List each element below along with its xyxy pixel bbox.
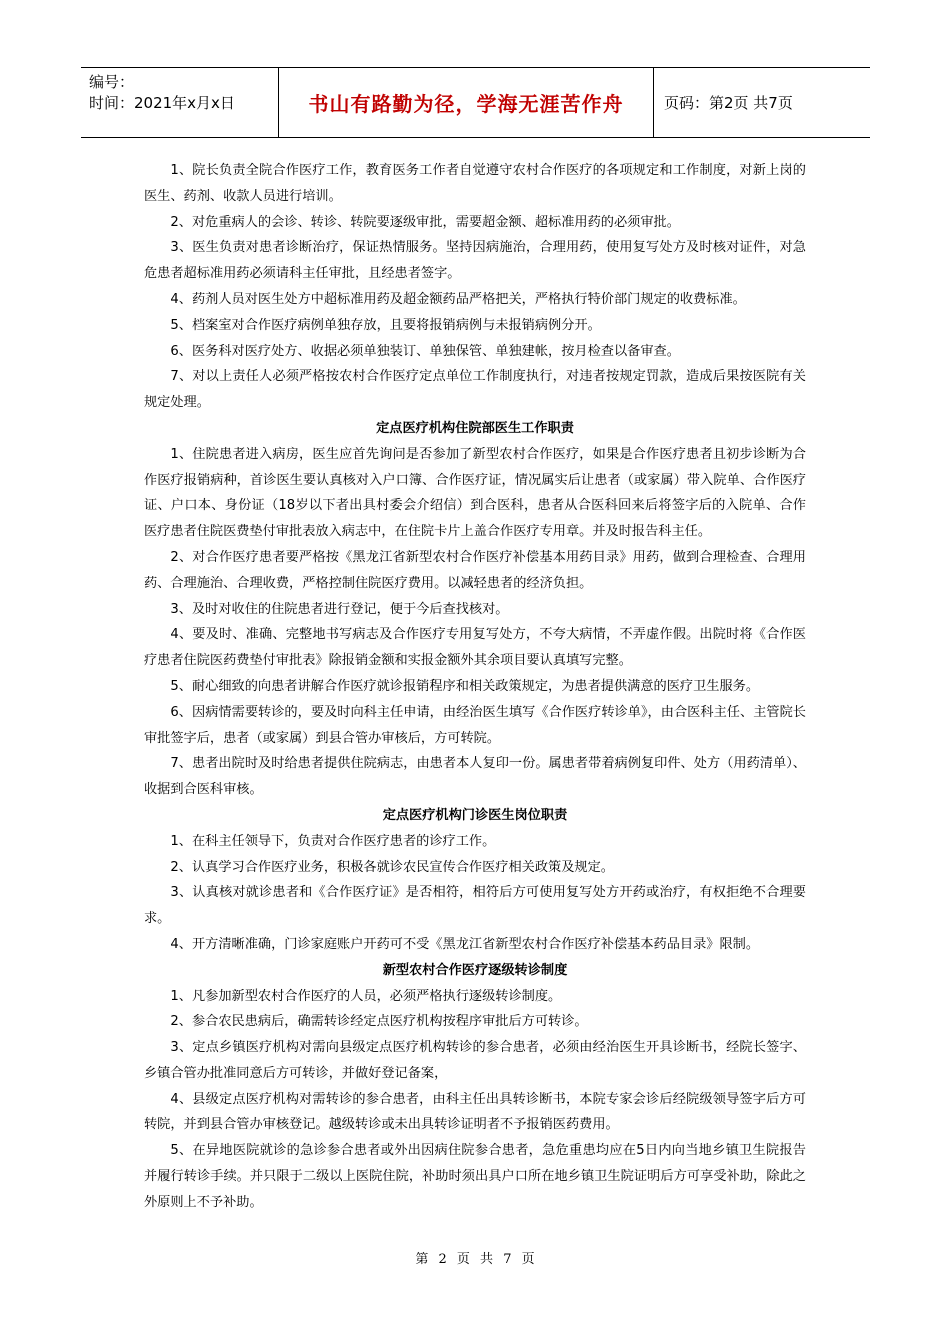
paragraph: 4、县级定点医疗机构对需转诊的参合患者，由科主任出具转诊断书，本院专家会诊后经院级领导签字后方可转院，并到县合管办审核登记。越级转诊或未出具转诊证明者不予报销医药费用。 <box>144 1091 806 1133</box>
page-footer: 第 2 页 共 7 页 <box>415 1252 535 1267</box>
paragraph: 1、凡参加新型农村合作医疗的人员，必须严格执行逐级转诊制度。 <box>170 988 562 1004</box>
paragraph: 5、档案室对合作医疗病例单独存放，且要将报销病例与未报销病例分开。 <box>170 317 601 333</box>
page-header <box>81 67 870 138</box>
intro-section <box>144 158 806 416</box>
paragraph: 1、在科主任领导下，负责对合作医疗患者的诊疗工作。 <box>170 833 496 849</box>
header-page-number: 页码：第2页 共7页 <box>664 94 793 112</box>
paragraph: 4、药剂人员对医生处方中超标准用药及超金额药品严格把关，严格执行特价部门规定的收费标准。 <box>170 291 746 307</box>
section-title: 定点医疗机构门诊医生岗位职责 <box>382 807 568 823</box>
paragraph: 6、因病情需要转诊的，要及时向科主任申请，由经治医生填写《合作医疗转诊单》，由合医科主任、主管院长审批签字后，患者（或家属）到县合管办审核后，方可转院。 <box>144 704 806 746</box>
header-meta <box>81 68 279 137</box>
paragraph: 4、开方清晰准确，门诊家庭账户开药可不受《黑龙江省新型农村合作医疗补偿基本药品目录》限制。 <box>170 936 760 952</box>
paragraph: 2、认真学习合作医疗业务，积极各就诊农民宣传合作医疗相关政策及规定。 <box>170 859 614 875</box>
section-title: 定点医疗机构住院部医生工作职责 <box>376 420 574 436</box>
header-motto: 书山有路勤为径，学海无涯苦作舟 <box>279 68 654 137</box>
paragraph: 3、认真核对就诊患者和《合作医疗证》是否相符，相符后方可使用复写处方开药或治疗，有权拒绝不合理要求。 <box>144 885 806 927</box>
paragraph: 3、医生负责对患者诊断治疗，保证热情服务。坚持因病施治，合理用药，使用复写处方及时核对证件，对急危患者超标准用药必须请科主任审批，且经患者签字。 <box>144 240 806 282</box>
paragraph: 7、患者出院时及时给患者提供住院病志，由患者本人复印一份。属患者带着病例复印件、处方（用药清单）、收据到合医科审核。 <box>144 756 806 798</box>
paragraph: 3、定点乡镇医疗机构对需向县级定点医疗机构转诊的参合患者，必须由经治医生开具诊断书，经院长签字、乡镇合管办批准同意后方可转诊，并做好登记备案， <box>144 1040 806 1081</box>
inpatient-duties-section <box>144 416 806 803</box>
paragraph: 3、及时对收住的住院患者进行登记，便于今后查找核对。 <box>170 601 509 617</box>
paragraph: 1、院长负责全院合作医疗工作，教育医务工作者自觉遵守农村合作医疗的各项规定和工作制度，对新上岗的医生、药剂、收款人员进行培训。 <box>144 163 806 204</box>
paragraph: 2、对危重病人的会诊、转诊、转院要逐级审批，需要超金额、超标准用药的必须审批。 <box>170 214 680 230</box>
section-title: 新型农村合作医疗逐级转诊制度 <box>382 962 568 978</box>
paragraph: 6、医务科对医疗处方、收据必须单独装订、单独保管、单独建帐，按月检查以备审查。 <box>170 343 680 359</box>
paragraph: 2、参合农民患病后，确需转诊经定点医疗机构按程序审批后方可转诊。 <box>170 1014 588 1030</box>
outpatient-duties-section <box>144 803 806 958</box>
paragraph: 2、对合作医疗患者要严格按《黑龙江省新型农村合作医疗补偿基本用药目录》用药，做到合理检查、合理用药、合理施治、合理收费，严格控制住院医疗费用。以减轻患者的经济负担。 <box>144 549 806 591</box>
paragraph: 1、住院患者进入病房，医生应首先询问是否参加了新型农村合作医疗，如果是合作医疗患者且初步诊断为合作医疗报销病种，首诊医生要认真核对入户口簿、合作医疗证，情况属实后让患者（或家属）带入院单、合作医疗证、户口本、身份证（18岁以下者出具村委会介绍信）到合医科，患者从合医科回来后将签字后的入院单、合作医疗患者住院医费垫付审批表放入病志中，在住院卡片上盖合作医疗专用章。并及时报告科主任。 <box>144 446 806 540</box>
document-body <box>144 158 806 1216</box>
paragraph: 7、对以上责任人必须严格按农村合作医疗定点单位工作制度执行，对违者按规定罚款，造成后果按医院有关规定处理。 <box>144 369 806 411</box>
document-date-label: 时间：2021年x月x日 <box>89 94 235 112</box>
document-number-label: 编号： <box>89 73 135 91</box>
referral-system-section <box>144 958 806 1216</box>
paragraph: 4、要及时、准确、完整地书写病志及合作医疗专用复写处方，不夸大病情，不弄虚作假。出院时将《合作医疗患者住院医药费垫付审批表》除报销金额和实报金额外其余项目要认真填写完整。 <box>144 627 806 669</box>
paragraph: 5、耐心细致的向患者讲解合作医疗就诊报销程序和相关政策规定，为患者提供满意的医疗卫生服务。 <box>170 678 760 694</box>
paragraph: 5、在异地医院就诊的急诊参合患者或外出因病住院参合患者，急危重患均应在5日内向当地乡镇卫生院报告并履行转诊手续。并只限于二级以上医院住院，补助时须出具户口所在地乡镇卫生院证明后方可享受补助，除此之外原则上不予补助。 <box>144 1143 806 1210</box>
